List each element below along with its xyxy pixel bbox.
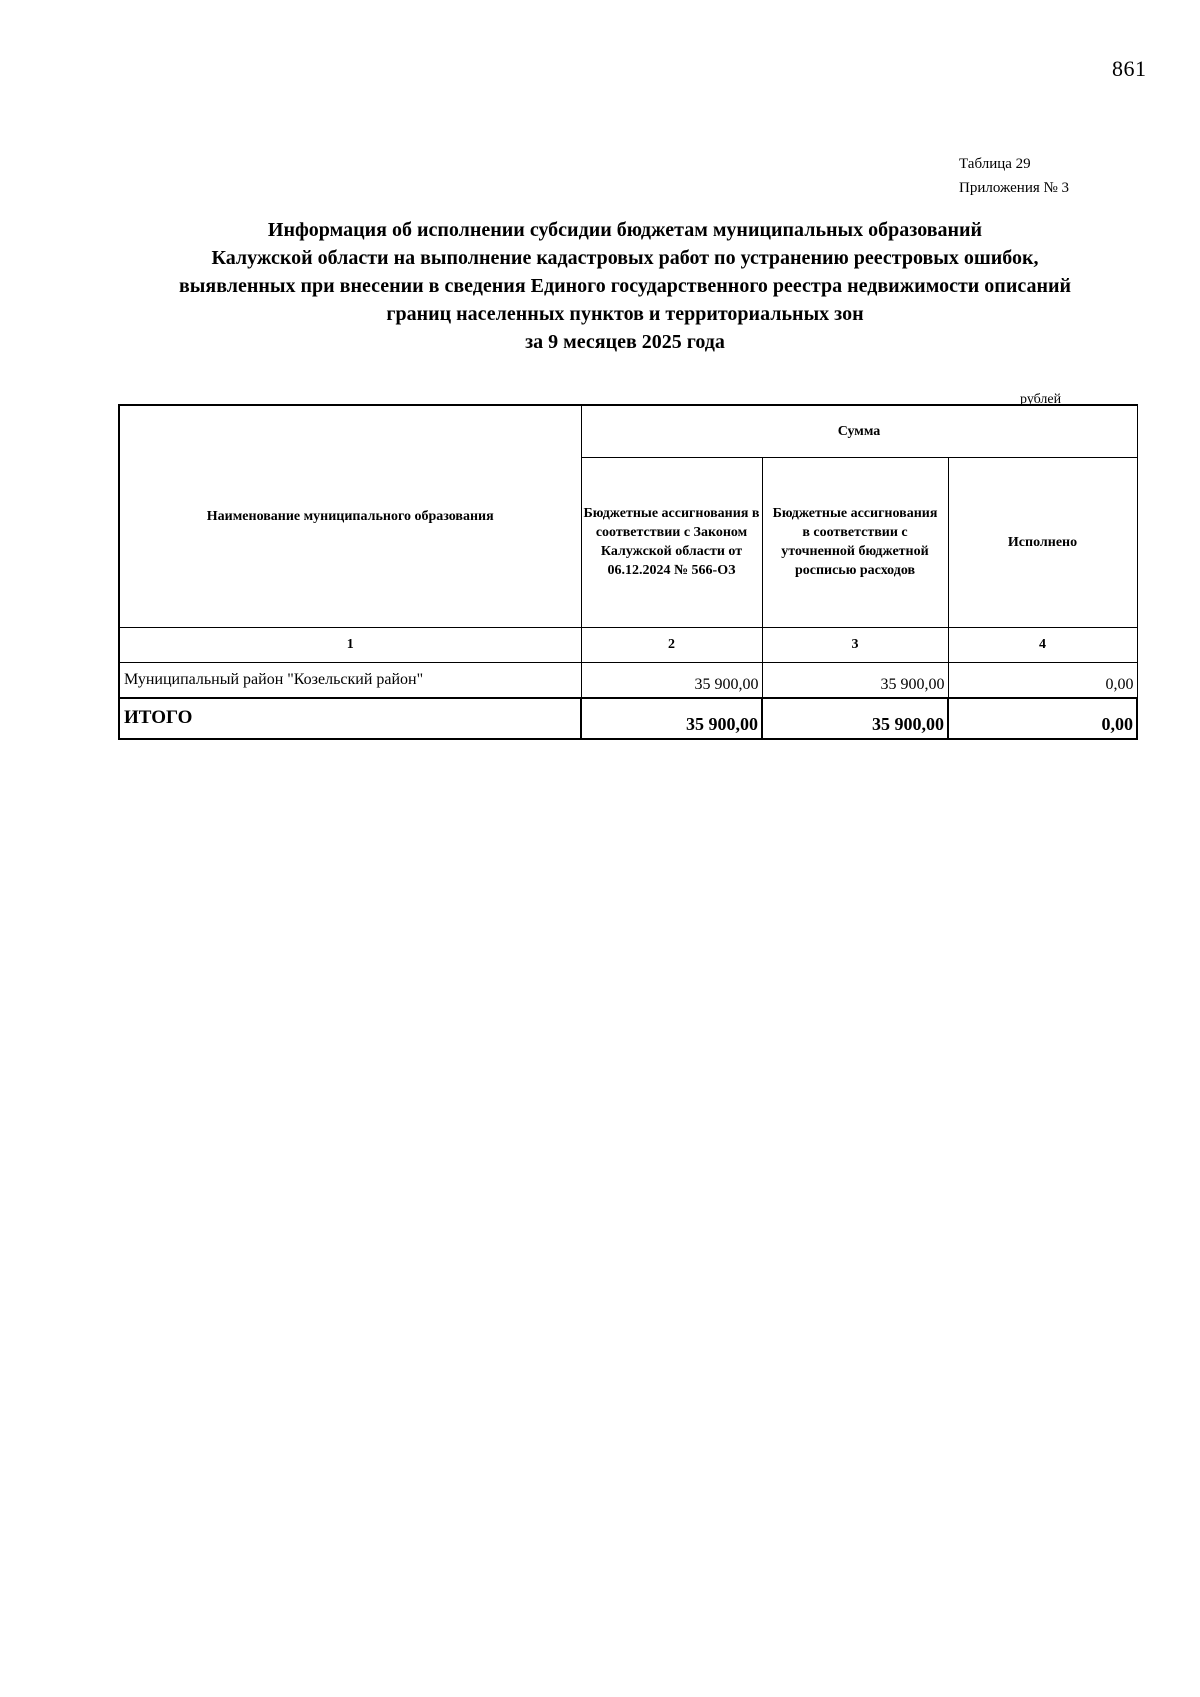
title-line-5: за 9 месяцев 2025 года (525, 331, 725, 353)
report-table (118, 404, 1138, 740)
row-budget-refined: 35 900,00 (762, 662, 948, 698)
unit-label: рублей (1020, 392, 1062, 407)
page-number: 861 (1112, 56, 1147, 81)
row-municipality-name: Муниципальный район "Козельский район" (119, 662, 581, 698)
title-line-1: Информация об исполнении субсидии бюджетам муниципальных образований (267, 219, 983, 241)
total-executed: 0,00 (948, 698, 1137, 739)
total-budget-law: 35 900,00 (581, 698, 762, 739)
header-budget-refined: Бюджетные ассигнования в соответствии с уточненной бюджетной росписью расходов (762, 457, 948, 627)
table-number: Таблица 29 (959, 156, 1031, 172)
title-line-3: выявленных при внесении в сведения Единого государственного реестра недвижимости описаний (178, 275, 1072, 297)
header-sum-label: Сумма (837, 423, 881, 439)
header-executed: Исполнено (948, 457, 1137, 627)
title-line-4: границ населенных пунктов и территориальных зон (386, 303, 864, 325)
column-number-2: 2 (581, 627, 762, 662)
title-line-2: Калужской области на выполнение кадастровых работ по устранению реестровых ошибок, (211, 247, 1039, 269)
document-title (100, 216, 1150, 356)
row-budget-law: 35 900,00 (581, 662, 762, 698)
total-label: ИТОГО (119, 698, 581, 739)
total-row (119, 698, 1137, 739)
header-budget-law: Бюджетные ассигнования в соответствии с Законом Калужской области от 06.12.2024 № 566-ОЗ (581, 457, 762, 627)
row-executed: 0,00 (948, 662, 1137, 698)
table-reference (959, 152, 1069, 200)
appendix-number: Приложения № 3 (959, 180, 1070, 196)
header-municipality-name: Наименование муниципального образования (119, 405, 581, 627)
header-sum (581, 405, 1137, 457)
column-number-1: 1 (119, 627, 581, 662)
column-number-row (119, 627, 1137, 662)
column-number-3: 3 (762, 627, 948, 662)
total-budget-refined: 35 900,00 (762, 698, 948, 739)
table-row (119, 662, 1137, 698)
column-number-4: 4 (948, 627, 1137, 662)
